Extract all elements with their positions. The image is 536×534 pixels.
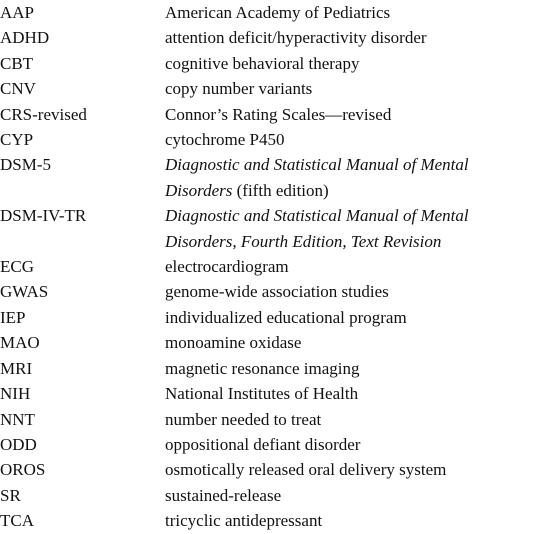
list-item: [0, 483, 536, 508]
definition: Connor’s Rating Scales—revised: [165, 104, 392, 124]
definition-line-2-italic: Disorders: [165, 180, 233, 200]
list-item: [0, 457, 536, 482]
definition: [165, 152, 536, 203]
definition: [165, 203, 536, 254]
definition: tricyclic antidepressant: [165, 511, 323, 531]
list-item: [0, 51, 536, 76]
abbreviation: ODD: [0, 434, 37, 454]
abbreviation: MAO: [0, 333, 40, 353]
definition-line-1: Diagnostic and Statistical Manual of Mental: [165, 206, 469, 226]
abbreviation: OROS: [0, 460, 46, 480]
definition: oppositional defiant disorder: [165, 434, 361, 454]
list-item: [0, 254, 536, 279]
definition: electrocardiogram: [165, 257, 289, 277]
abbreviation: SR: [0, 485, 21, 505]
abbreviation: MRI: [0, 358, 33, 378]
abbreviation: ADHD: [0, 28, 50, 48]
definition-line-2: Disorders, Fourth Edition, Text Revision: [165, 231, 442, 251]
abbreviation: ECG: [0, 257, 34, 277]
abbreviation: NIH: [0, 384, 31, 404]
definition: attention deficit/hyperactivity disorder: [165, 28, 427, 48]
definition: American Academy of Pediatrics: [165, 3, 391, 22]
list-item: [0, 203, 536, 254]
definition-line-2-rest: (fifth edition): [232, 180, 329, 200]
abbreviation: CNV: [0, 79, 36, 99]
abbreviation: IEP: [0, 307, 26, 327]
definition-line-2: [165, 178, 536, 203]
abbreviation: DSM-IV-TR: [0, 206, 87, 226]
list-item: [0, 381, 536, 406]
abbreviation: CBT: [0, 53, 34, 73]
list-item: [0, 127, 536, 152]
list-item: [0, 305, 536, 330]
list-item: [0, 102, 536, 127]
abbreviation: CRS-revised: [0, 104, 87, 124]
list-item: [0, 508, 536, 533]
definition: genome-wide association studies: [165, 282, 389, 302]
list-item: [0, 279, 536, 304]
definition: number needed to treat: [165, 409, 322, 429]
definition: cytochrome P450: [165, 130, 285, 150]
list-item: [0, 407, 536, 432]
list-item: [0, 356, 536, 381]
abbreviation: NNT: [0, 409, 35, 429]
definition: cognitive behavioral therapy: [165, 53, 360, 73]
definition: individualized educational program: [165, 307, 407, 327]
list-item: [0, 76, 536, 101]
definition: sustained-release: [165, 485, 282, 505]
definition: osmotically released oral delivery system: [165, 460, 447, 480]
abbreviation: CYP: [0, 130, 34, 150]
abbreviation: DSM-5: [0, 155, 52, 175]
abbreviation: TCA: [0, 511, 34, 531]
list-item: [0, 152, 536, 203]
list-item: [0, 432, 536, 457]
definition: copy number variants: [165, 79, 313, 99]
definition: magnetic resonance imaging: [165, 358, 360, 378]
definition: National Institutes of Health: [165, 384, 359, 404]
definition: monoamine oxidase: [165, 333, 302, 353]
list-item: [0, 330, 536, 355]
abbreviation: GWAS: [0, 282, 49, 302]
list-item: [0, 25, 536, 50]
definition-line-1: Diagnostic and Statistical Manual of Mental: [165, 155, 469, 175]
abbreviation: AAP: [0, 3, 35, 22]
list-item: [0, 0, 536, 25]
